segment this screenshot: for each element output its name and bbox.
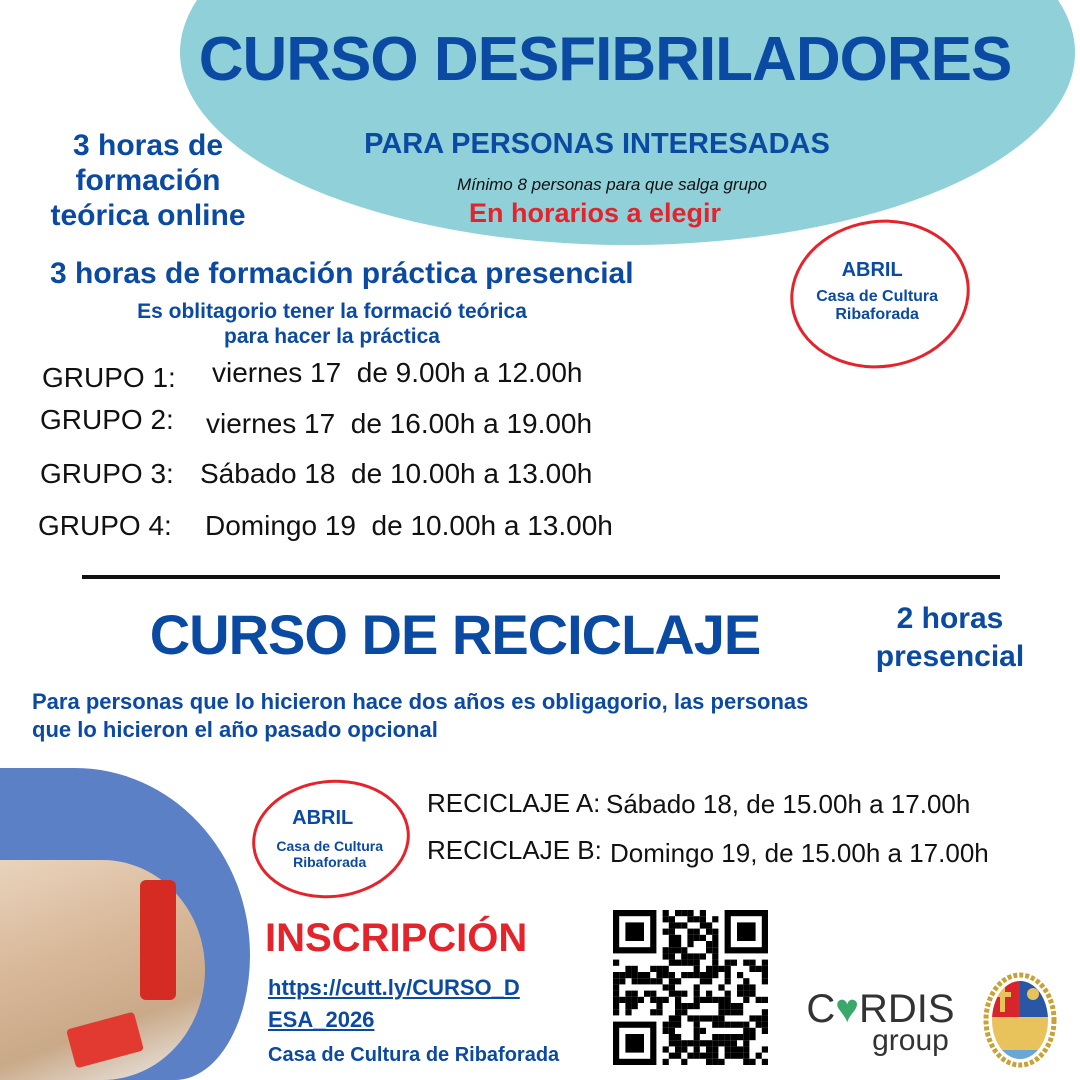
practical-title: 3 horas de formación práctica presencial [50, 257, 634, 290]
link-line[interactable]: ESA_2026 [268, 1007, 375, 1032]
badge-month: ABRIL [292, 807, 354, 830]
duration-line: presencial [875, 640, 1025, 673]
recycling-description [32, 688, 1042, 744]
online-line: formación [75, 164, 221, 197]
link-line[interactable]: https://cutt.ly/CURSO_D [268, 975, 520, 1000]
session-schedule: Domingo 19, de 15.00h a 17.00h [610, 838, 989, 868]
group-label: GRUPO 3: [40, 458, 174, 489]
group-label: GRUPO 4: [38, 510, 172, 541]
badge-place: Casa de Cultura [276, 838, 383, 855]
registration-link[interactable] [268, 972, 598, 1036]
qr-code[interactable] [613, 910, 768, 1065]
recycling-duration [850, 600, 1050, 676]
badge-place: Ribaforada [835, 306, 919, 324]
defibrillator-pad [66, 1012, 144, 1069]
defibrillator-cable [140, 880, 176, 1000]
date-badge [781, 208, 980, 380]
cordis-sub: group [872, 1024, 949, 1057]
heart-icon: ♥ [835, 987, 860, 1031]
session-label: RECICLAJE A: [427, 788, 601, 818]
practical-note-line: para hacer la práctica [224, 325, 440, 348]
main-title: CURSO DESFIBRILADORES [198, 25, 1012, 94]
online-training [20, 128, 276, 233]
badge-month: ABRIL [841, 259, 903, 282]
date-badge [246, 772, 415, 906]
practical-note [82, 299, 582, 349]
registration-title: INSCRIPCIÓN [265, 916, 528, 960]
cordis-logo: C♥RDIS group [798, 990, 963, 1054]
online-line: 3 horas de [72, 129, 224, 162]
schedule-note: En horarios a elegir [468, 198, 722, 228]
recycling-title: CURSO DE RECICLAJE [149, 603, 761, 666]
group-schedule: viernes 17 de 16.00h a 19.00h [206, 408, 593, 439]
section-divider [82, 575, 1000, 579]
group-label: GRUPO 2: [40, 404, 174, 435]
group-schedule: viernes 17 de 9.00h a 12.00h [212, 357, 583, 388]
description-line: Para personas que lo hicieron hace dos años es obligagorio, las personas [32, 689, 809, 714]
badge-place: Casa de Cultura [816, 288, 939, 306]
group-schedule: Sábado 18 de 10.00h a 13.00h [200, 458, 593, 489]
registration-place: Casa de Cultura de Ribaforada [268, 1044, 560, 1066]
session-label: RECICLAJE B: [427, 835, 602, 865]
description-line: que lo hicieron el año pasado opcional [32, 717, 438, 742]
online-line: teórica online [50, 199, 246, 232]
subtitle: PARA PERSONAS INTERESADAS [364, 128, 830, 160]
coat-of-arms-icon [983, 972, 1057, 1068]
badge-place: Ribaforada [293, 854, 367, 871]
minimum-note: Mínimo 8 personas para que salga grupo [457, 175, 767, 194]
session-schedule: Sábado 18, de 15.00h a 17.00h [606, 789, 971, 819]
duration-line: 2 horas [896, 602, 1004, 635]
training-photo [0, 860, 205, 1080]
group-schedule: Domingo 19 de 10.00h a 13.00h [205, 510, 613, 541]
practical-note-line: Es oblitagorio tener la formació teórica [137, 300, 527, 323]
group-label: GRUPO 1: [42, 362, 176, 393]
